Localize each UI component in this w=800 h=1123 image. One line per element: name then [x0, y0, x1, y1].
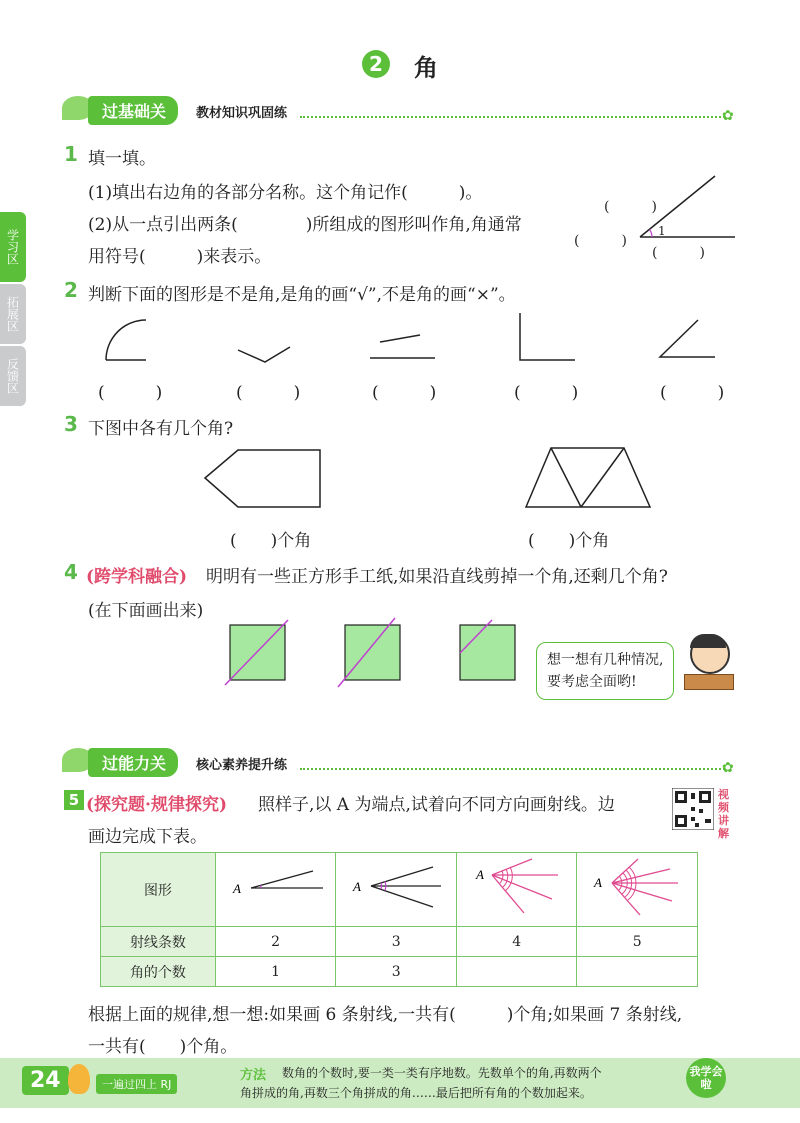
q1-label-bottom: ( ) [652, 245, 705, 261]
table-rays-4: 5 [577, 927, 698, 957]
page-title: 角 [414, 53, 438, 82]
banner-basic-subtitle: 教材知识巩固练 [196, 106, 288, 121]
point-label-3: A [475, 866, 484, 882]
q1-line2: (2)从一点引出两条( )所组成的图形叫作角,角通常 [88, 215, 522, 235]
q4-stem-2: (在下面画出来) [88, 601, 204, 621]
q5-follow-1: 根据上面的规律,想一想:如果画 6 条射线,一共有( )个角;如果画 7 条射线, [88, 1005, 683, 1025]
q3-answer-1[interactable]: ( )个角 [230, 531, 312, 551]
q3-pentagon [205, 450, 320, 507]
point-label-2: A [353, 878, 362, 894]
two-rays-figure [221, 863, 331, 913]
q2-blank-5[interactable]: ( ) [660, 383, 725, 403]
table-figure-4-rays [456, 853, 577, 927]
q3-stem: 下图中各有几个角? [88, 419, 234, 439]
four-rays-figure [462, 857, 572, 919]
q2-shape-acute [660, 320, 715, 357]
banner-ability-divider [300, 768, 725, 770]
q4-hint-line2: 要考虑全面哟! [547, 674, 637, 690]
qr-code-icon[interactable] [672, 788, 714, 830]
q5-stem-2: 画边完成下表。 [88, 827, 207, 847]
q2-blank-2[interactable]: ( ) [236, 383, 301, 403]
table-header-angles: 角的个数 [101, 957, 216, 987]
q4-square-3 [460, 625, 515, 680]
q2-blank-4[interactable]: ( ) [514, 383, 579, 403]
table-angles-1: 1 [215, 957, 336, 987]
q2-shapes [90, 305, 730, 375]
side-tabs [0, 212, 26, 406]
side-tab-study[interactable]: 学习区 [0, 212, 26, 282]
q3-trapezoid-diag2 [581, 448, 624, 507]
q2-stem: 判断下面的图形是不是角,是角的画“√”,不是角的画“×”。 [88, 285, 516, 305]
q3-figures [200, 440, 660, 520]
q2-shape-arc [106, 320, 146, 360]
boy-mascot-icon [684, 634, 732, 688]
q2-shape-vee [238, 347, 290, 362]
q4-squares [220, 615, 520, 695]
star-icon: ✿ [722, 108, 734, 124]
table-figure-5-rays [577, 853, 698, 927]
q4-square-2 [345, 625, 400, 680]
table-header-rays: 射线条数 [101, 927, 216, 957]
q5-tag: (探究题·规律探究) [86, 795, 228, 815]
table-figure-3-rays [336, 853, 457, 927]
q3-answer-2[interactable]: ( )个角 [528, 531, 610, 551]
banner-ability-subtitle: 核心素养提升练 [196, 758, 288, 773]
q3-trapezoid-diag1 [551, 448, 581, 507]
q2-shape-separated-top [380, 335, 420, 342]
point-label-1: A [232, 880, 241, 896]
method-label: 方法 [240, 1068, 267, 1083]
q1-label-side: ( ) [604, 199, 657, 215]
lesson-number-badge: 2 [362, 50, 390, 78]
q2-number: 2 [64, 278, 78, 302]
banner-basic-divider [300, 116, 725, 118]
banner-basic-tag: 过基础关 [88, 96, 178, 125]
q4-hint-bubble [536, 642, 674, 700]
q2-shape-right-angle [520, 313, 575, 360]
table-angles-3[interactable] [456, 957, 577, 987]
q5-number: 5 [64, 790, 84, 810]
table-rays-1: 2 [215, 927, 336, 957]
table-figure-2-rays [215, 853, 336, 927]
method-line-2: 角拼成的角,再数三个角拼成的角……最后把所有角的个数加起来。 [240, 1086, 592, 1100]
q5-follow-2: 一共有( )个角。 [88, 1037, 238, 1057]
q1-label-angle: 1 [658, 224, 666, 238]
point-label-4: A [594, 874, 603, 890]
method-line-1: 数角的个数时,要一类一类有序地数。先数单个的角,再数两个 [282, 1066, 602, 1080]
table-angles-4[interactable] [577, 957, 698, 987]
q1-label-vertex: ( ) [574, 233, 627, 249]
side-tab-feedback[interactable]: 反馈区 [0, 346, 26, 406]
table-rays-3: 4 [456, 927, 577, 957]
banner-ability [62, 746, 742, 776]
q1-stem: 填一填。 [88, 149, 156, 169]
learned-badge[interactable]: 我学会啦 [686, 1058, 726, 1098]
table-header-figure: 图形 [101, 853, 216, 927]
five-rays-figure [582, 857, 692, 919]
series-label: 一遍过四上 RJ [96, 1074, 177, 1094]
q1-line3: 用符号( )来表示。 [88, 247, 272, 267]
q2-blank-1[interactable]: ( ) [98, 383, 163, 403]
table-angles-2: 3 [336, 957, 457, 987]
mascot-icon [68, 1064, 90, 1094]
q2-blank-3[interactable]: ( ) [372, 383, 437, 403]
star-icon-2: ✿ [722, 760, 734, 776]
q1-line1: (1)填出右边角的各部分名称。这个角记作( )。 [88, 183, 483, 203]
q4-stem: 明明有一些正方形手工纸,如果沿直线剪掉一个角,还剩几个角? [206, 567, 668, 587]
three-rays-figure [341, 863, 451, 913]
side-tab-extend[interactable]: 拓展区 [0, 284, 26, 344]
q5-stem: 照样子,以 A 为端点,试着向不同方向画射线。边 [258, 795, 615, 815]
q4-hint-line1: 想一想有几种情况, [547, 652, 664, 668]
q4-tag: (跨学科融合) [86, 567, 188, 587]
qr-video-note: 视频讲解 [718, 788, 729, 840]
banner-basic [62, 94, 742, 124]
banner-ability-tag: 过能力关 [88, 748, 178, 777]
table-rays-2: 3 [336, 927, 457, 957]
q5-table [100, 852, 698, 987]
q1-number: 1 [64, 142, 78, 166]
q4-number: 4 [64, 560, 78, 584]
q3-number: 3 [64, 412, 78, 436]
page-number: 24 [22, 1066, 69, 1095]
